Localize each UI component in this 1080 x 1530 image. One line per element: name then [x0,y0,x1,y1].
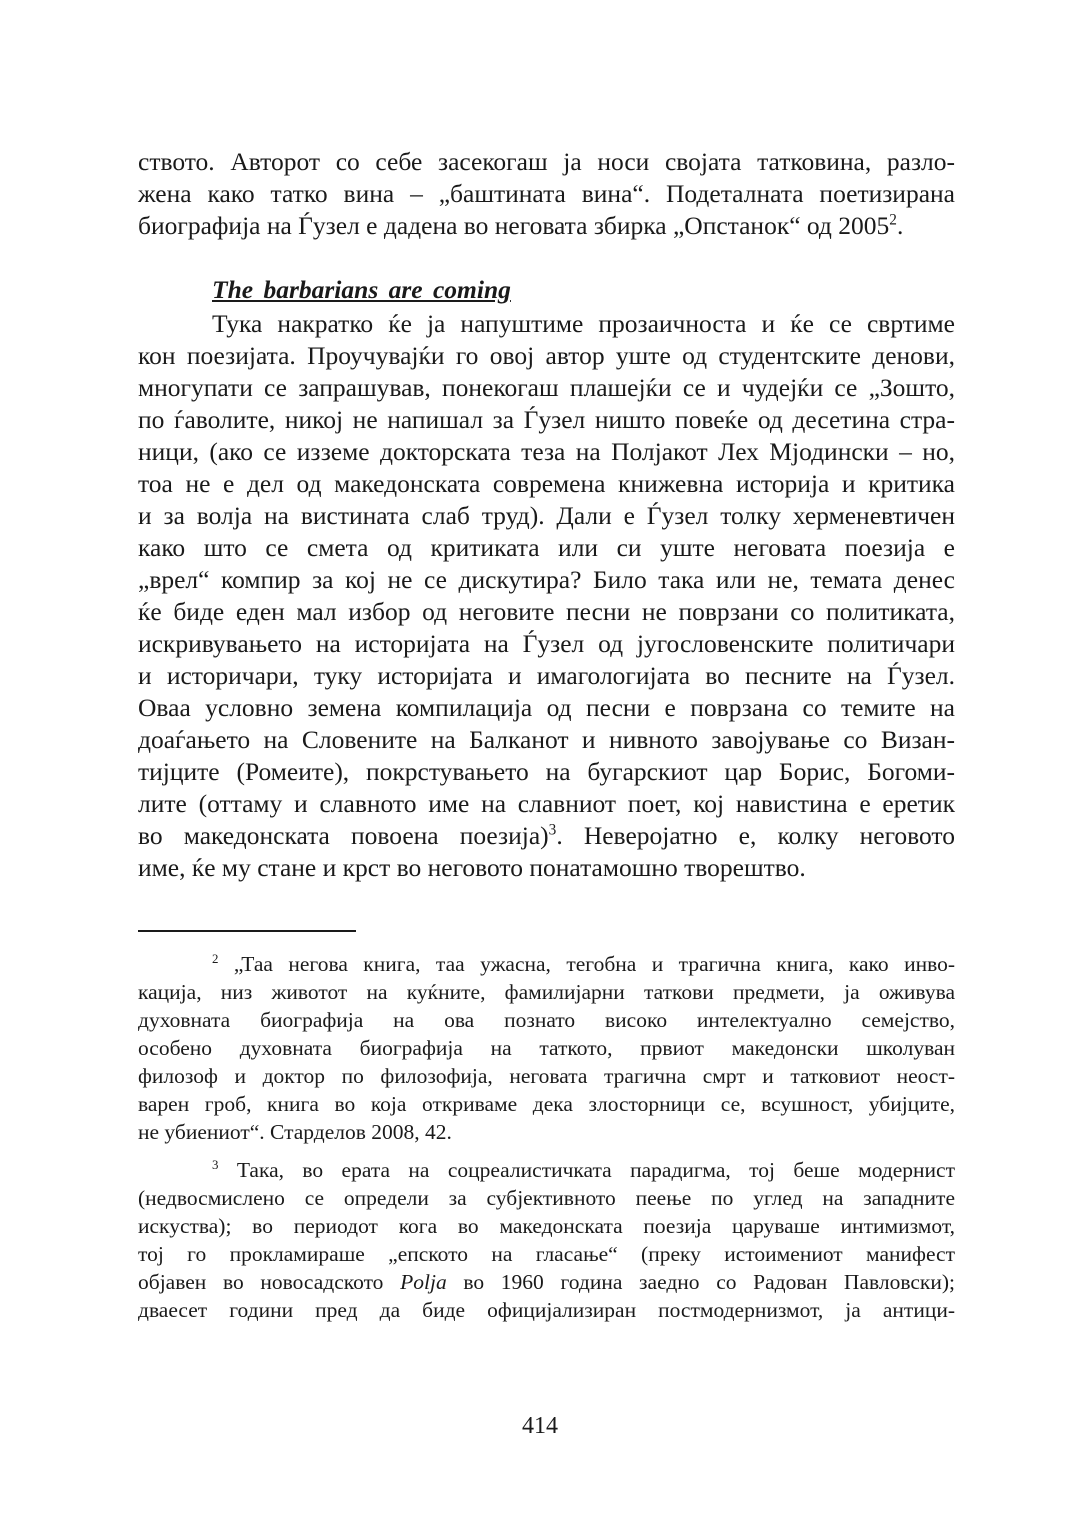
intro-line: биографија на Ѓузел е дадена во неговата збирка „Опстанок“ од 2005$^2$. [138,211,904,240]
footnote-3-line: (недвосмислено се определи за субјективното пеење по углед на западните [138,1186,955,1210]
section-line: искривувањето на историјата на Ѓузел од југословенските политичари [138,629,955,658]
section-line: ници, (ако се изземе докторската теза на Полјакот Лех Мјодински – но, [138,437,955,466]
journal-title: Polja [400,1270,447,1294]
footnote-3-line: тој го прокламираше „епското на гласање“ (преку истоимениот манифест [138,1242,955,1266]
section-line: како што се смета од критиката или си уште неговата поезија е [138,533,955,562]
footnote-3-line: дваесет години пред да биде официјализиран постмодернизмот, ја антици- [138,1298,955,1322]
footnote-2-line: филозоф и доктор по филозофија, неговата трагична смрт и татковиот неост- [138,1064,955,1088]
section-line: во македонската повоена поезија)$^3$. Неверојатно е, колку неговото [138,821,955,850]
page-number: 414 [522,1413,558,1439]
footnote-2-line: духовната биографија на ова познато високо интелектуално семејство, [138,1008,955,1032]
section-line: Тука накратко ќе ја напуштиме прозаичноста и ќе се свртиме [212,309,955,338]
section-line: тоа не е дел од македонската современа книжевна историја и критика [138,469,955,498]
intro-line: жена како татко вина – „баштината вина“. Подеталната поетизирана [138,179,955,208]
section-line: ќе биде еден мал избор од неговите песни не поврзани со политиката, [138,597,955,626]
footnote-number: 2 [212,951,219,966]
footnote-2-line: $^2$ „Таа негова книга, таа ужасна, тегобна и трагична книга, како инво- [212,951,955,976]
footnote-2-line: варен гроб, книга во која откриваме дека злосторници се, всушност, убијците, [138,1092,955,1116]
section-line: Оваа условно земена компилација од песни е поврзана со темите на [138,693,955,722]
footnote-3-line: искуства); во периодот кога во македонската поезија царуваше интимизмот, [138,1214,955,1238]
section-line: по ѓаволите, никој не напишал за Ѓузел ништо повеќе од десетина стра- [138,405,955,434]
section-line: лите (оттаму и славното име на славниот поет, кој навистина е еретик [138,789,955,818]
section-line: тијците (Ромеите), покрстувањето на бугарскиот цар Борис, Богоми- [138,757,955,786]
footnote-ref-2[interactable]: 2 [889,211,897,229]
intro-line: ството. Авторот со себе засекогаш ја носи својата татковина, разло- [138,147,955,176]
section-line: доаѓањето на Словените на Балканот и нивното завојување со Визан- [138,725,955,754]
footnote-3-line: $^3$ Така, во ерата на соцреалистичката парадигма, тој беше модернист [212,1157,955,1182]
section-line: име, ќе му стане и крст во неговото понатамошно творештво. [138,853,806,882]
section-line: многупати се запрашував, понекогаш плашејќи се и чудејќи се „Зошто, [138,373,955,402]
footnote-number: 3 [212,1157,219,1172]
footnote-ref-3[interactable]: 3 [548,821,557,839]
footnote-2-line: кација, низ животот на куќните, фамилијарни таткови предмети, ја оживува [138,980,955,1004]
section-line: и историчари, туку историјата и имагологијата во песните на Ѓузел. [138,661,955,690]
footnote-2-line: особено духовната биографија на таткото, првиот македонски школуван [138,1036,955,1060]
section-line: и за волја на вистината слаб труд). Дали е Ѓузел толку херменевтичен [138,501,955,530]
footnote-separator [138,930,356,932]
section-line: „врел“ компир за кој не се дискутира? Било така или не, темата денес [138,565,955,594]
footnote-3-line: објавен во новосадското Polja во 1960 година заедно со Радован Павловски); [138,1270,956,1294]
footnote-2-line: не убиениот“. Старделов 2008, 42. [138,1120,452,1144]
section-heading: The barbarians are coming [212,275,511,304]
section-line: кон поезијата. Проучувајќи го овој автор уште од студентските денови, [138,341,955,370]
